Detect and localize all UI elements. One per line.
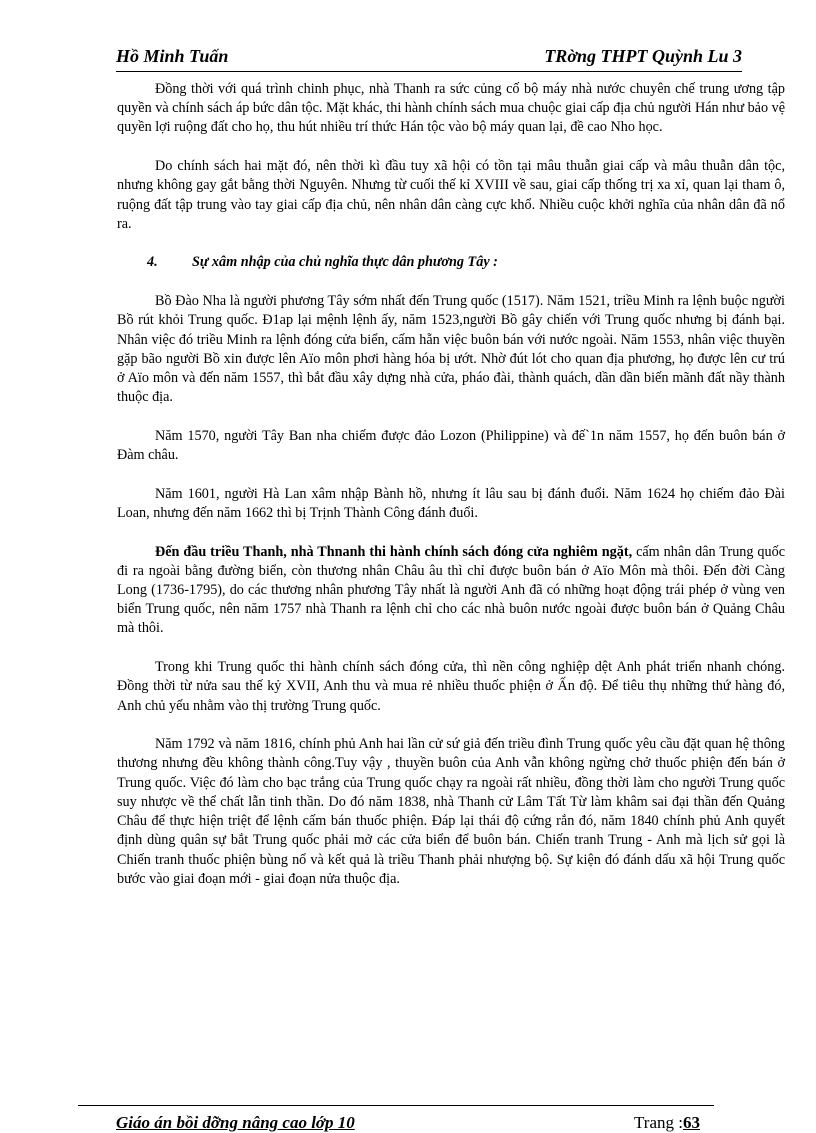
section-title: Sự xâm nhập của chủ nghĩa thực dân phương Tây : (192, 254, 498, 271)
paragraph-bold-lead: Đến đầu triều Thanh, nhà Thnanh thi hành chính sách đóng cửa nghiêm ngặt, (155, 543, 633, 560)
document-body (117, 80, 785, 908)
paragraph: Do chính sách hai mặt đó, nên thời kì đầu tuy xã hội có tồn tại mâu thuẫn giai cấp và mâu thuẫn dân tộc, nhưng không gay gắt bằng thời Nguyên. Nhưng từ cuối thế kỉ XVIII về sau, giai cấp thống trị xa xỉ, quan lại tham ô, ruộng đất tập trung vào tay giai cấp địa chủ, nên nhân dân càng cực khổ. Nhiều cuộc khởi nghĩa của nhân dân đã nổ ra. (117, 158, 785, 232)
header-school: TRờng THPT Quỳnh Lu 3 (544, 46, 742, 66)
footer-title: Giáo án bồi dỡng nâng cao lớp 10 (116, 1113, 355, 1132)
paragraph: Trong khi Trung quốc thi hành chính sách đóng cửa, thì nền công nghiệp dệt Anh phát triển nhanh chóng. Đồng thời từ nửa sau thế kỷ XVII, Anh thu và mua rẻ nhiều thuốc phiện ở Ấn độ. Để tiêu thụ những thứ hàng đó, Anh chủ yếu nhằm vào thị trường Trung quốc. (117, 659, 785, 714)
page-number-value: 63 (682, 1113, 700, 1132)
paragraph: Đồng thời với quá trình chinh phục, nhà Thanh ra sức củng cố bộ máy nhà nước chuyên chế trung ương tập quyền và chính sách áp bức dân tộc. Mặt khác, thi hành chính sách mua chuộc giai cấp địa chủ người Hán như bảo vệ quyền lợi ruộng đất cho họ, thu hút nhiều trí thức Hán tộc vào bộ máy quan lại, đề cao Nho học. (117, 81, 786, 136)
paragraph: Bồ Đào Nha là người phương Tây sớm nhất đến Trung quốc (1517). Năm 1521, triều Minh ra lệnh buộc người Bồ rút khỏi Trung quốc. Đ1ap lại mệnh lệnh ấy, năm 1523,người Bồ gây chiến với Trung quốc nhưng bị đánh bại. Nhân việc đó triều Minh ra lệnh đóng cửa biển, cấm hẵn việc buôn bán với nước ngoài. Năm 1553, nhân việc thuyền gặp bão người Bồ xin được lên Aïo môn phơi hàng hóa bị ướt. Nhờ đút lót cho quan địa phương, họ được lên cư trú ở Aïo môn và đến năm 1557, thì bắt đầu xây dựng nhà cửa, pháo đài, thành quách, dần dần biến mãnh đất nầy thành thuộc địa. (117, 293, 785, 406)
paragraph: Năm 1792 và năm 1816, chính phủ Anh hai lần cử sứ giả đến triều đình Trung quốc yêu cầu đặt quan hệ thông thương nhưng đều không thành công.Tuy vậy , thuyền buôn của Anh vẫn không ngừng chở thuốc phiện đến bán ở Trung quốc. Việc đó làm cho bạc trắng của Trung quốc chạy ra ngoài rất nhiều, đồng thời làm cho người Trung quốc suy nhược về thể chất lẫn tinh thần. Do đó năm 1838, nhà Thanh cử Lâm Tất Từ làm khâm sai đại thần đến Quảng Châu để thực hiện triệt để lệnh cấm bán thuốc phiện. Đáp lại thái độ cứng rắn đó, năm 1840 chính phủ Anh quyết định dùng quân sự bắt Trung quốc phải mở các cửa biển để buôn bán. Chiến tranh Trung - Anh mà lịch sử gọi là Chiến tranh thuốc phiện bùng nổ và kết quả là triều Thanh phải nhượng bộ. Sự kiện đó đánh dấu xã hội Trung quốc bước vào giai đoạn mới - giai đoạn nửa thuộc địa. (117, 736, 785, 887)
paragraph-rest: cấm nhân dân Trung quốc đi ra ngoài bằng đường biển, còn thương nhân Châu âu thì chỉ được buôn bán ở Aïo Môn mà thôi. Đến đời Càng Long (1736-1795), do các thương nhân phương Tây nhất là người Anh đã có những hoạt động trái phép ở vùng ven biển Trung quốc, nên năm 1757 nhà Thanh ra lệnh chỉ cho các nhà buôn nước ngoài được buôn bán ở Quảng Châu mà thôi. (117, 543, 786, 637)
header-divider (116, 71, 742, 72)
section-number: 4. (147, 254, 158, 271)
paragraph (117, 543, 785, 639)
paragraph: Năm 1601, người Hà Lan xâm nhập Bành hồ, nhưng ít lâu sau bị đánh đuổi. Năm 1624 họ chiếm đảo Đài Loan, nhưng đến năm 1662 thì bị Trịnh Thành Công đánh đuổi. (117, 485, 785, 521)
header-author: Hồ Minh Tuấn (116, 46, 229, 66)
page-number (634, 1113, 700, 1133)
page-header (116, 46, 742, 72)
paragraph: Năm 1570, người Tây Ban nha chiếm được đảo Lozon (Philippine) và đế`1n năm 1557, họ đến buôn bán ở Đàm châu. (117, 427, 785, 464)
section-heading (147, 253, 785, 272)
page-label: Trang : (634, 1113, 683, 1132)
footer-divider (78, 1105, 714, 1106)
